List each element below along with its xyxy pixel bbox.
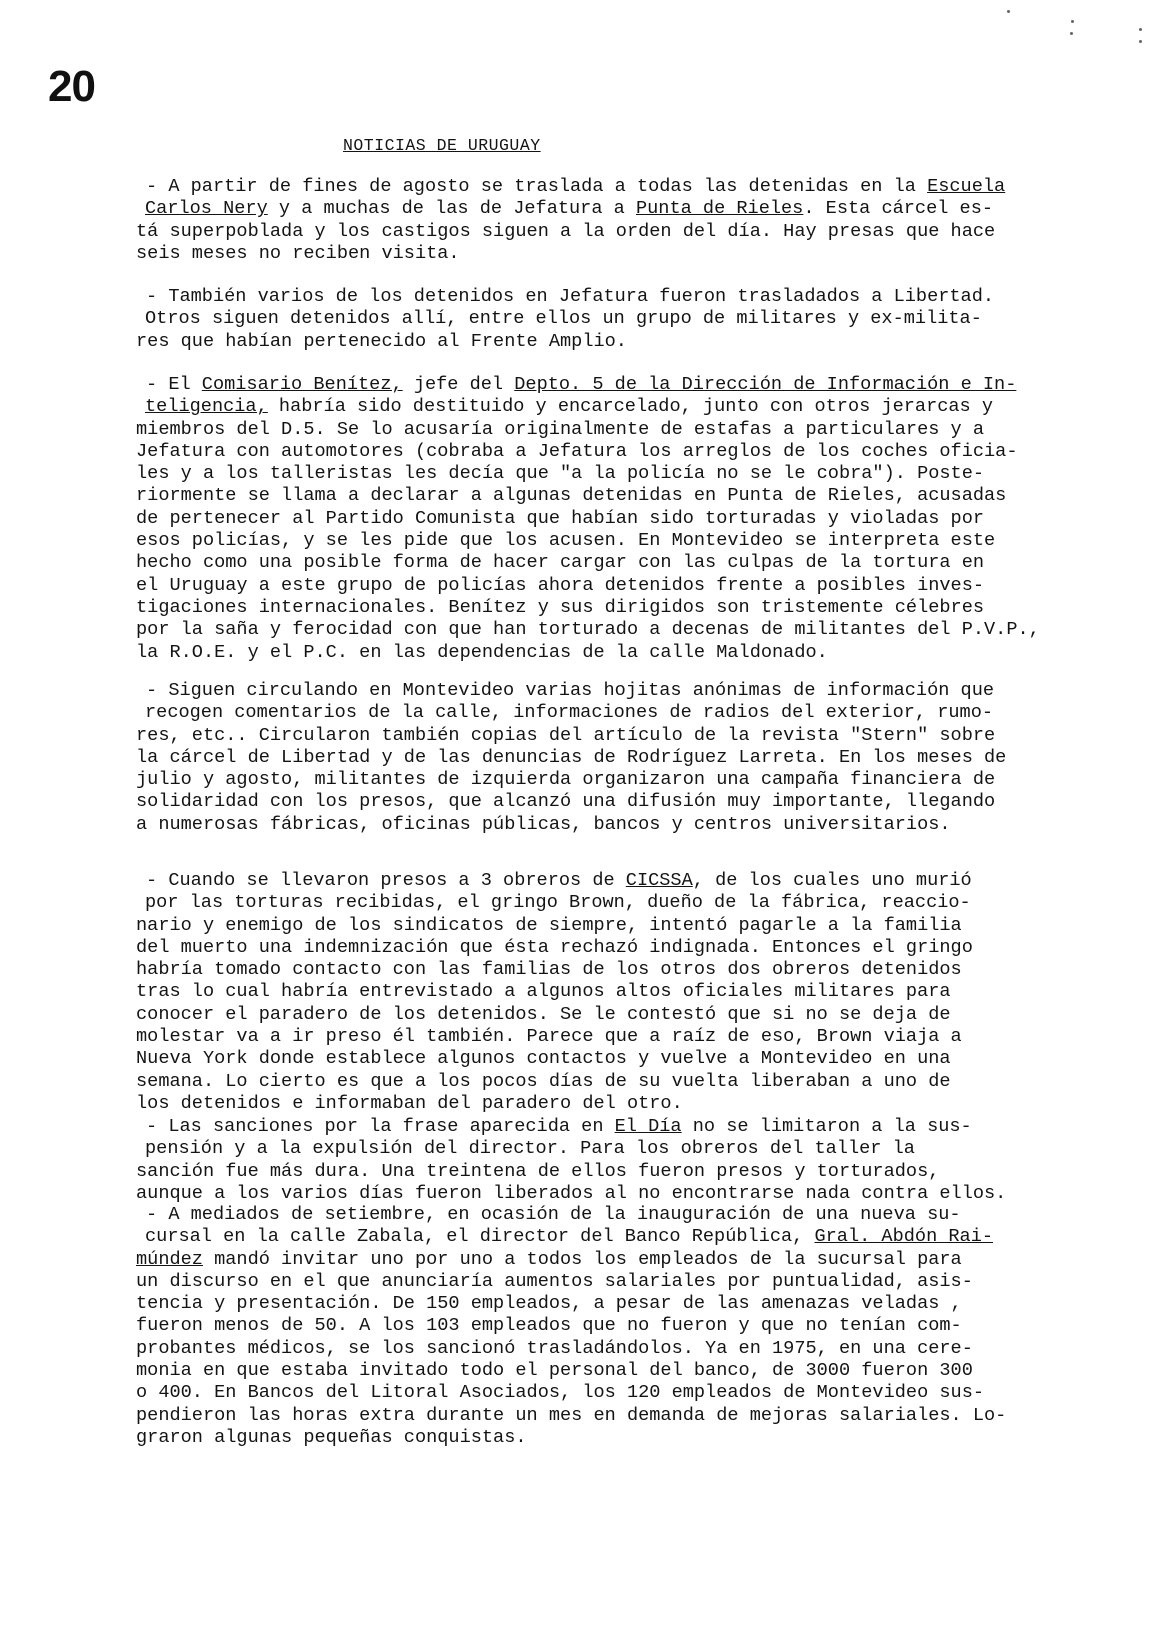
text-run: tras lo cual habría entrevistado a algunos altos oficiales militares para (136, 981, 951, 1003)
underlined-text: Comisario Benítez, (201, 374, 403, 395)
text-line (136, 508, 1086, 530)
text-run: Nueva York donde establece algunos contactos y vuelve a Montevideo en una (136, 1048, 951, 1070)
text-line (136, 1004, 1086, 1026)
underlined-text: Punta de Rieles (635, 198, 804, 220)
text-line (136, 937, 1086, 959)
text-run: recogen comentarios de la calle, informaciones de radios del exterior, rumo- (145, 702, 994, 724)
text-line (136, 1226, 1086, 1248)
text-line (136, 1271, 1086, 1293)
text-run: res, etc.. Circularon también copias del artículo de la revista "Stern" sobre (136, 724, 996, 746)
text-run: y a muchas de las de Jefatura a (267, 198, 636, 220)
text-run: o 400. En Bancos del Litoral Asociados, los 120 empleados de Montevideo sus- (136, 1382, 985, 1404)
paragraph-6 (136, 1116, 1086, 1205)
ink-speck (1007, 10, 1010, 13)
text-run: del muerto una indemnización que ésta rechazó indignada. Entonces el gringo (136, 936, 973, 958)
text-line (136, 1071, 1086, 1093)
text-run: mandó invitar uno por uno a todos los empleados de la sucursal para (202, 1248, 962, 1270)
text-run: , de los cuales uno murió (692, 870, 972, 891)
ink-speck (1139, 28, 1142, 31)
text-line (136, 530, 1086, 552)
text-line (136, 176, 1086, 198)
text-run: a numerosas fábricas, oficinas públicas, bancos y centros universitarios. (136, 813, 951, 835)
text-line (136, 374, 1086, 396)
text-run: cursal en la calle Zabala, el director del Banco República, (145, 1226, 815, 1248)
text-line (136, 1382, 1086, 1404)
text-line (136, 870, 1086, 892)
text-run: Jefatura con automotores (cobraba a Jefatura los arreglos de los coches oficia- (136, 440, 1018, 462)
text-run: el Uruguay a este grupo de policías ahora detenidos frente a posibles inves- (136, 574, 985, 596)
text-run: aunque a los varios días fueron liberados al no encontrarse nada contra ellos. (136, 1182, 1007, 1204)
underlined-text: Escuela (927, 176, 1006, 197)
text-run: pendieron las horas extra durante un mes en demanda de mejoras salariales. Lo- (136, 1404, 1007, 1426)
text-run: jefe del (402, 374, 515, 395)
text-line (136, 1138, 1086, 1160)
text-line (136, 308, 1086, 330)
text-line (136, 1093, 1086, 1115)
text-run: monia en que estaba invitado todo el personal del banco, de 3000 fueron 300 (136, 1360, 973, 1382)
underlined-text: El Día (614, 1116, 682, 1137)
text-run: hecho como una posible forma de hacer cargar con las culpas de la tortura en (136, 552, 985, 574)
text-line (136, 331, 1086, 353)
text-line (136, 981, 1086, 1003)
text-run: - Las sanciones por la frase aparecida en (146, 1116, 615, 1137)
text-run: les y a los talleristas les decía que "a la policía no se le cobra"). Poste- (136, 463, 985, 485)
text-run: semana. Lo cierto es que a los pocos días de su vuelta liberaban a uno de (136, 1070, 951, 1092)
text-line (136, 1338, 1086, 1360)
text-line (136, 1161, 1086, 1183)
text-line (136, 892, 1086, 914)
underlined-text: CICSSA (625, 870, 693, 891)
text-run: habría sido destituido y encarcelado, junto con otros jerarcas y (267, 396, 994, 418)
text-line (136, 1405, 1086, 1427)
text-run: un discurso en el que anunciaría aumentos salariales por puntualidad, asis- (136, 1270, 973, 1292)
text-line (136, 959, 1086, 981)
text-line (136, 814, 1086, 836)
text-line (136, 1360, 1086, 1382)
text-line (136, 680, 1086, 702)
text-run: fueron menos de 50. A los 103 empleados que no fueron y que no tenían com- (136, 1315, 962, 1337)
text-line (136, 769, 1086, 791)
paragraph-4 (136, 680, 1086, 836)
text-line (136, 485, 1086, 507)
text-line (136, 552, 1086, 574)
text-run: por la saña y ferocidad con que han torturado a decenas de militantes del P.V.P., (136, 619, 1040, 641)
article-title: NOTICIAS DE URUGUAY (343, 136, 541, 155)
paragraph-7 (136, 1204, 1086, 1449)
text-line (136, 747, 1086, 769)
text-run: no se limitaron a la sus- (681, 1116, 972, 1137)
text-run: la cárcel de Libertad y de las denuncias de Rodríguez Larreta. En los meses de (136, 746, 1007, 768)
text-line (136, 1183, 1086, 1205)
text-run: la R.O.E. y el P.C. en las dependencias de la calle Maldonado. (136, 641, 828, 663)
text-run: seis meses no reciben visita. (136, 242, 460, 264)
text-run: - El (146, 374, 202, 395)
paragraph-5 (136, 870, 1086, 1115)
ink-speck (1070, 32, 1073, 35)
text-line (136, 1116, 1086, 1138)
text-line (136, 1315, 1086, 1337)
text-line (136, 702, 1086, 724)
text-line (136, 221, 1086, 243)
text-line (136, 597, 1086, 619)
text-line (136, 915, 1086, 937)
text-line (136, 1293, 1086, 1315)
text-run: - Cuando se llevaron presos a 3 obreros de (146, 870, 626, 891)
underlined-text: Carlos Nery (145, 198, 268, 220)
text-run: tencia y presentación. De 150 empleados, a pesar de las amenazas veladas , (136, 1293, 962, 1315)
text-line (136, 198, 1086, 220)
text-line (136, 441, 1086, 463)
text-run: nario y enemigo de los sindicatos de siempre, intentó pagarle a la familia (136, 914, 962, 936)
text-run: tá superpoblada y los castigos siguen a la orden del día. Hay presas que hace (136, 220, 996, 242)
text-line (136, 725, 1086, 747)
text-run: de pertenecer al Partido Comunista que habían sido torturadas y violadas por (136, 507, 985, 529)
text-run: - Siguen circulando en Montevideo varias hojitas anónimas de información que (146, 680, 995, 701)
text-line (136, 243, 1086, 265)
text-line (136, 419, 1086, 441)
text-run: - También varios de los detenidos en Jefatura fueron trasladados a Libertad. (146, 286, 995, 307)
ink-speck (1139, 40, 1142, 43)
text-line (136, 1048, 1086, 1070)
text-run: - A mediados de setiembre, en ocasión de la inauguración de una nueva su- (146, 1204, 961, 1225)
text-line (136, 396, 1086, 418)
text-run: solidaridad con los presos, que alcanzó una difusión muy importante, llegando (136, 791, 996, 813)
text-run: miembros del D.5. Se lo acusaría originalmente de estafas a particulares y a (136, 418, 985, 440)
text-run: Otros siguen detenidos allí, entre ellos un grupo de militares y ex-milita- (145, 308, 982, 330)
text-run: habría tomado contacto con las familias de los otros dos obreros detenidos (136, 959, 962, 981)
paragraph-3 (136, 374, 1086, 664)
text-run: molestar va a ir preso él también. Parece que a raíz de eso, Brown viaja a (136, 1026, 962, 1048)
text-line (136, 1249, 1086, 1271)
text-run: julio y agosto, militantes de izquierda organizaron una campaña financiera de (136, 769, 996, 791)
text-run: sanción fue más dura. Una treintena de ellos fueron presos y torturados, (136, 1160, 940, 1182)
underlined-text: múndez (136, 1248, 203, 1270)
text-line (136, 463, 1086, 485)
text-line (136, 791, 1086, 813)
text-line (136, 619, 1086, 641)
text-run: tigaciones internacionales. Benítez y sus dirigidos son tristemente célebres (136, 596, 985, 618)
text-line (136, 1427, 1086, 1449)
text-run: res que habían pertenecido al Frente Amplio. (136, 330, 627, 352)
paragraph-2 (136, 286, 1086, 353)
text-run: probantes médicos, se los sancionó trasladándolos. Ya en 1975, en una cere- (136, 1337, 973, 1359)
text-line (136, 642, 1086, 664)
text-run: graron algunas pequeñas conquistas. (136, 1426, 527, 1448)
paragraph-1 (136, 176, 1086, 265)
page-number: 20 (48, 62, 95, 111)
text-run: pensión y a la expulsión del director. Para los obreros del taller la (145, 1138, 915, 1160)
text-line (136, 286, 1086, 308)
underlined-text: Depto. 5 de la Dirección de Información e In- (514, 374, 1017, 395)
text-line (136, 1026, 1086, 1048)
text-run: esos policías, y se les pide que los acusen. En Montevideo se interpreta este (136, 530, 996, 552)
text-run: conocer el paradero de los detenidos. Se le contestó que si no se deja de (136, 1003, 951, 1025)
ink-speck (1071, 20, 1074, 23)
text-run: - A partir de fines de agosto se traslada a todas las detenidas en la (146, 176, 928, 197)
text-line (136, 1204, 1086, 1226)
text-run: riormente se llama a declarar a algunas detenidas en Punta de Rieles, acusadas (136, 485, 1007, 507)
text-run: por las torturas recibidas, el gringo Brown, dueño de la fábrica, reaccio- (145, 892, 971, 914)
text-line (136, 575, 1086, 597)
text-run: los detenidos e informaban del paradero del otro. (136, 1092, 683, 1114)
text-run: . Esta cárcel es- (803, 198, 994, 220)
underlined-text: Gral. Abdón Rai- (814, 1226, 994, 1248)
underlined-text: teligencia, (145, 396, 268, 418)
